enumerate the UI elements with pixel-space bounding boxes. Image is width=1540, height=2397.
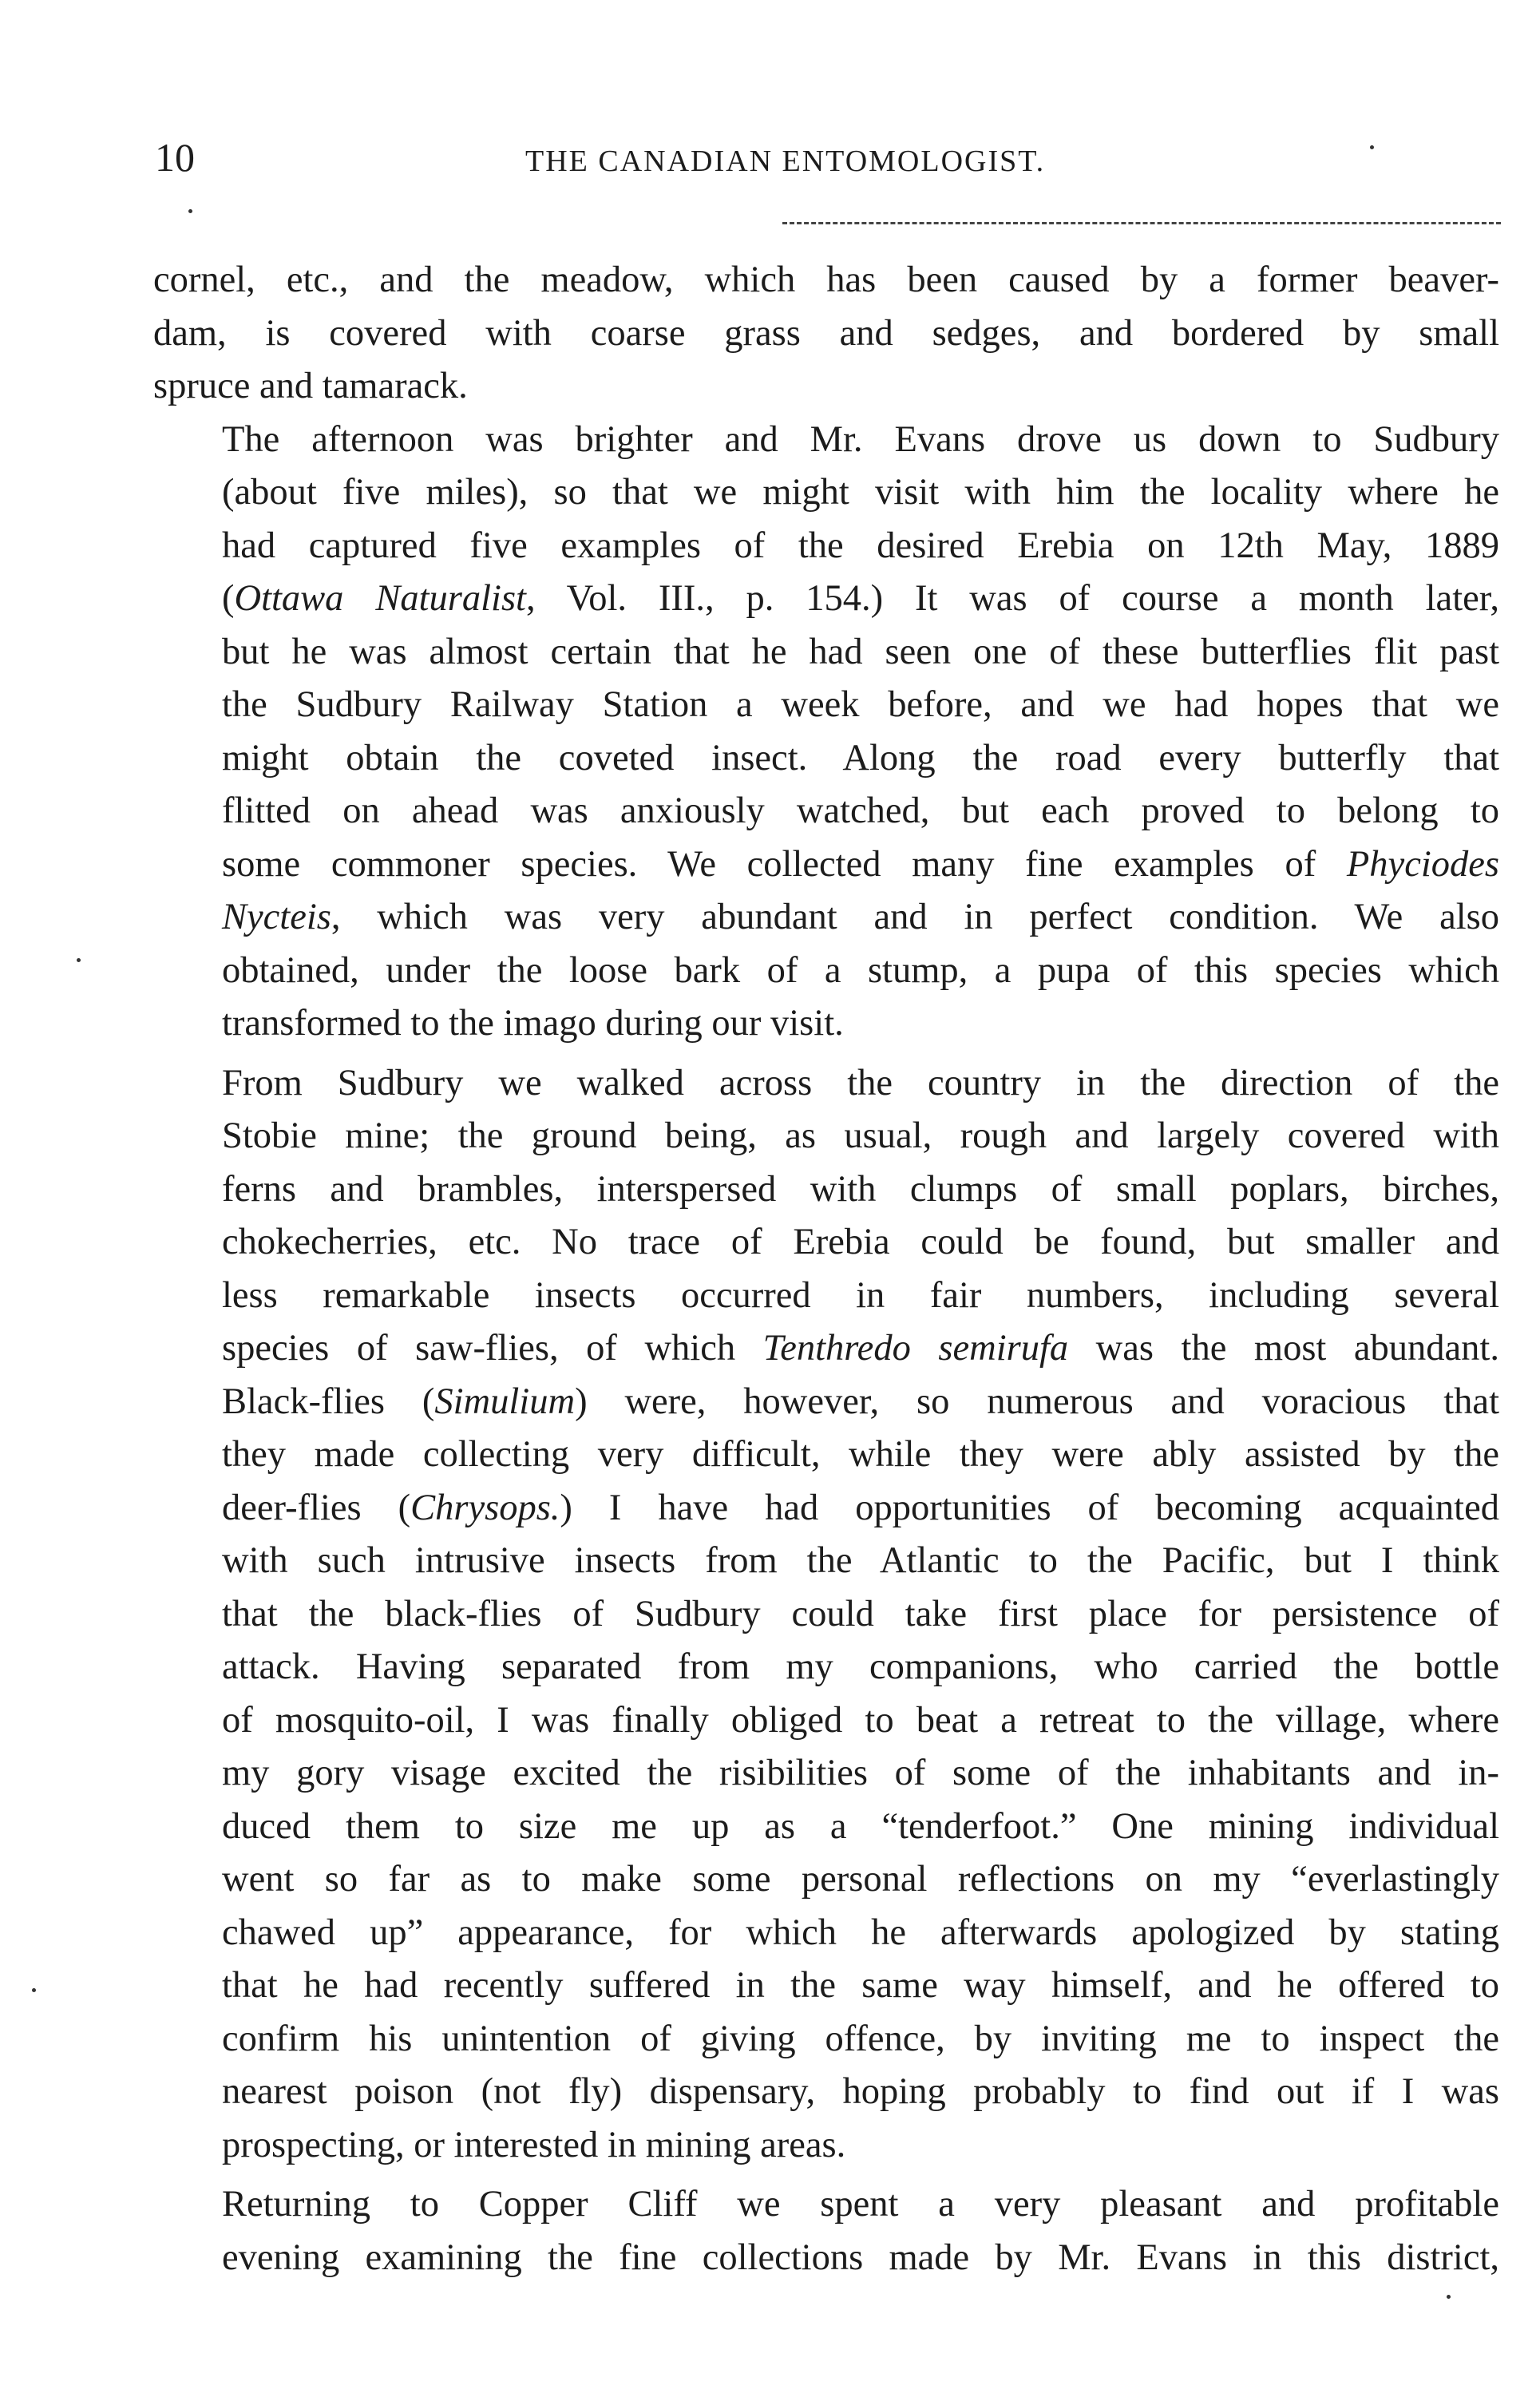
text-line: prospecting, or interested in mining areas. (222, 2124, 846, 2165)
text-line: spruce and tamarack. (153, 366, 468, 406)
header-rule (782, 222, 1501, 224)
text-line: that he had recently suffered in the same way himself, and he offered to (222, 1965, 1499, 2006)
text-line: From Sudbury we walked across the country in the direction of the (222, 1062, 1499, 1103)
text-line: confirm his unintention of giving offence, by inviting me to inspect the (222, 2018, 1499, 2059)
text-line: they made collecting very difficult, while they were ably assisted by the (222, 1434, 1499, 1475)
text-line: chawed up” appearance, for which he afterwards apologized by stating (222, 1912, 1499, 1953)
paragraph-2 (153, 414, 1499, 1051)
text-line: Stobie mine; the ground being, as usual, rough and largely covered with (222, 1115, 1499, 1156)
paragraph-3 (153, 1057, 1499, 2173)
text-line: dam, is covered with coarse grass and sedges, and bordered by small (153, 312, 1499, 354)
text-line: flitted on ahead was anxiously watched, but each proved to belong to (222, 790, 1499, 831)
scan-speck (1447, 2295, 1451, 2299)
text-line: species of saw-flies, of which Tenthredo semirufa was the most abundant. (222, 1328, 1499, 1369)
scan-speck (1370, 145, 1374, 149)
text-line: cornel, etc., and the meadow, which has been caused by a former beaver- (153, 260, 1499, 300)
text-line: some commoner species. We collected many fine examples of Phyciodes (222, 843, 1499, 885)
page-number: 10 (155, 135, 195, 180)
text-line: went so far as to make some personal reflections on my “everlastingly (222, 1859, 1499, 1900)
scan-speck (77, 958, 81, 962)
paragraph-4 (153, 2178, 1499, 2284)
text-line: (about five miles), so that we might visit with him the locality where he (222, 472, 1499, 513)
text-line: had captured five examples of the desired Erebia on 12th May, 1889 (222, 525, 1499, 566)
text-line: Nycteis, which was very abundant and in perfect condition. We also (222, 897, 1499, 937)
paragraph-1 (153, 254, 1499, 414)
text-line: obtained, under the loose bark of a stump, a pupa of this species which (222, 949, 1499, 991)
text-line: duced them to size me up as a “tenderfoot.” One mining individual (222, 1805, 1499, 1847)
text-line: ferns and brambles, interspersed with clumps of small poplars, birches, (222, 1168, 1499, 1210)
text-line: might obtain the coveted insect. Along the road every butterfly that (222, 737, 1499, 779)
text-line: of mosquito-oil, I was finally obliged to beat a retreat to the village, where (222, 1699, 1499, 1741)
text-line: transformed to the imago during our visit. (222, 1003, 844, 1044)
text-line: evening examining the fine collections made by Mr. Evans in this district, (222, 2237, 1499, 2278)
text-line: The afternoon was brighter and Mr. Evans drove us down to Sudbury (222, 418, 1499, 460)
body-text (153, 254, 1499, 2284)
text-line: less remarkable insects occurred in fair numbers, including several (222, 1274, 1499, 1316)
text-line: that the black-flies of Sudbury could take first place for persistence of (222, 1593, 1499, 1634)
text-line: with such intrusive insects from the Atlantic to the Pacific, but I think (222, 1540, 1499, 1581)
text-line: nearest poison (not fly) dispensary, hoping probably to find out if I was (222, 2071, 1499, 2112)
text-line: but he was almost certain that he had seen one of these butterflies flit past (222, 631, 1499, 672)
text-line: chokecherries, etc. No trace of Erebia could be found, but smaller and (222, 1222, 1499, 1262)
scan-speck (32, 1988, 36, 1992)
text-line: deer-flies (Chrysops.) I have had opportunities of becoming acquainted (222, 1487, 1499, 1528)
text-line: Black-flies (Simulium) were, however, so numerous and voracious that (222, 1381, 1499, 1422)
text-line: the Sudbury Railway Station a week before, and we had hopes that we (222, 684, 1499, 725)
text-line: my gory visage excited the risibilities of some of the inhabitants and in- (222, 1753, 1499, 1793)
text-line: (Ottawa Naturalist, Vol. III., p. 154.) It was of course a month later, (222, 578, 1499, 619)
running-head: THE CANADIAN ENTOMOLOGIST. (525, 145, 1046, 178)
text-line: attack. Having separated from my companions, who carried the bottle (222, 1646, 1499, 1687)
scan-speck (188, 209, 192, 213)
text-line: Returning to Copper Cliff we spent a very pleasant and profitable (222, 2184, 1499, 2225)
